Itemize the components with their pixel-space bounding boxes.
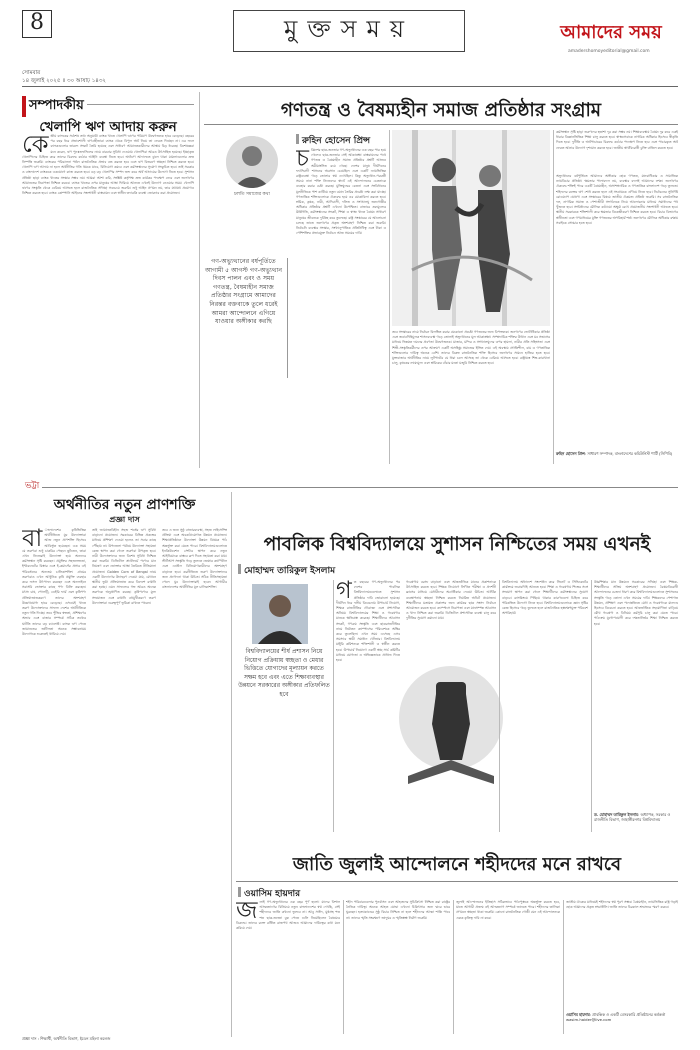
economy-column-2: তাই জামানতবিহীন সহজ শর্তের ঋণ সুবিধা বাড়ানো প্রয়োজন। সরকারের বিভিন্ন প্রকল্পের মাধ্যমে প্রশিক্ষণ দেওয়া হলেও তা সবার কাছে পৌঁছায় না। উপজেলা পর্যায়ে উদ্যোক্তা সহায়তা কেন্দ্র স্থাপন করা গেলে তরুণরা উপকৃত হবে। নারী উদ্যোক্তাদের জন্য বিশেষ সুবিধা নিশ্চিত করা জরুরি। ডিজিটাল প্ল্যাটফর্মে পণ্যের মান নিয়ন্ত্রণ এবং ভোক্তার আস্থা তৈরিতে নীতিমালা প্রয়োজন। Golden Corn of Bengal নামে একটি উদ্যোগের উদাহরণ দেওয়া যায়, যেখানে স্থানীয় ভুট্টা প্রক্রিয়াজাত করে বিদেশে রপ্তানি করা হচ্ছে। এমন সাফল্যের গল্প আরও অনেক তরুণকে অনুপ্রাণিত করছে। কৃষিপণ্যের মূল্য সংযোজন এবং রপ্তানি বহুমুখীকরণে তরুণ উদ্যোক্তারা গুরুত্বপূর্ণ ভূমিকা রাখতে পারেন। bbox=[92, 528, 156, 605]
column-divider bbox=[343, 900, 344, 1034]
economy-author: প্রজ্ঞা দাস bbox=[109, 514, 140, 524]
column-divider bbox=[453, 900, 454, 1034]
author-portrait-icon bbox=[252, 584, 308, 644]
day-label: সোমবার bbox=[22, 70, 41, 76]
governance-headline: পাবলিক বিশ্ববিদ্যালয়ে সুশাসন নিশ্চিতের সময় এখনই bbox=[263, 534, 651, 555]
economy-column-3: তবে এ জন্য সুষ্ঠু বাজারব্যবস্থা, সহজ লাইসেন্সিং প্রক্রিয়া এবং অবকাঠামোগত উন্নয়ন প্রয়োজন। শিক্ষাপ্রতিষ্ঠানে উদ্যোক্তা উন্নয়ন বিষয়ক পাঠ অন্তর্ভুক্ত করা যেতে পারে। বিশ্ববিদ্যালয়গুলোতে ইনকিউবেশন সেন্টার স্থাপন করে নতুন আইডিয়াকে বাস্তবে রূপ দিতে সহায়তা করা যায়। স্টার্টআপ সংস্কৃতি গড়ে তুলতে ভেঞ্চার ক্যাপিটাল এবং এঞ্জেল বিনিয়োগকারীদের অংশগ্রহণ বাড়াতে হবে। করনীতিতে তরুণ উদ্যোক্তাদের জন্য প্রণোদনা থাকা উচিত। সঠিক নীতিসহায়তা পেলে যুব উদ্যোক্তারাই হবেন আগামীর বাংলাদেশের অর্থনীতির মূল চালিকাশক্তি। bbox=[162, 528, 227, 590]
economy-column-1-text: ংলাদেশের কৃষিভিত্তিক অর্থনীতিতে যুব উদ্যোক্তারা আজ নতুন প্রাণশক্তি হিসেবে আবির্ভূত হয়েছেন। এক সময় যে তরুণরা শুধু চাকরির পেছনে ছুটতেন, তারা এখন নিজেরাই উদ্যোক্তা হয়ে অন্যদের কর্মসংস্থান সৃষ্টি করছেন। প্রযুক্তির সহজলভ্যতা, ইন্টারনেটের বিস্তার এবং ই-কমার্সের প্রসার এই পরিবর্তনের অন্যতম চালিকাশক্তি। গ্রামের তরুণরাও এখন আধুনিক কৃষি প্রযুক্তি ব্যবহার করে ফসল উৎপাদন করছেন এবং অনলাইনে সরাসরি ভোক্তার কাছে পণ্য বিক্রি করছেন। মৎস্য চাষ, পোলট্রি, ডেইরি ফার্ম এবং কৃষিপণ্য প্রক্রিয়াজাতকরণে তাদের অংশগ্রহণ উল্লেখযোগ্য হারে বেড়েছে। এসএমই খাতে তরুণ উদ্যোক্তাদের সাফল্য দেশের অর্থনীতিকে নতুন গতি দিচ্ছে। তবে পুঁজির স্বল্পতা, প্রশিক্ষণের অভাব এবং বাজার সম্পর্কে সঠিক তথ্যের ঘাটতি তাদের বড় চ্যালেঞ্জ। ব্যাংক ঋণ পেতে জামানতের জটিলতা অনেক সম্ভাবনাময় উদ্যোগকে শুরুতেই থামিয়ে দেয়। bbox=[22, 528, 86, 637]
column-divider bbox=[499, 580, 500, 832]
section-masthead bbox=[233, 10, 465, 52]
editorial-body bbox=[22, 134, 194, 468]
lead-column-1-text: ব্বিশের ছাত্র-জনতার গণ-অভ্যুত্থানের এক বছর পার হয়ে গেলেও ছাত্র-জনতার সেই আকাঙ্ক্ষা বাস্তবায়নের পথে গণতন্ত্র ও বৈষম্যহীন সমাজ প্রতিষ্ঠার প্রশ্নটি আজও অমীমাংসিত রয়ে গেছে। দেশের মানুষ দীর্ঘদিনের ফ্যাসিবাদী শাসনের অবসান চেয়েছিল এবং একটি ন্যায়ভিত্তিক রাষ্ট্রব্যবস্থা গড়ে তোলার স্বপ্ন দেখেছিল। কিন্তু অভ্যুত্থান-পরবর্তী সময়ে নানা শক্তি নিজেদের স্বার্থে এই আন্দোলনের চেতনাকে ব্যবহার করার চেষ্টা করছে। মুক্তিযুদ্ধের চেতনা এবং সংবিধানের মূলনীতিকে পাশ কাটিয়ে নতুন বয়ান তৈরির প্রচেষ্টা লক্ষ করা যাচ্ছে। গণতান্ত্রিক শক্তিগুলোকে ঐক্যবদ্ধ হয়ে এর মোকাবিলা করতে হবে। শ্রমিক, কৃষক, নারী, আদিবাসী, দলিত ও সংখ্যালঘু জনগোষ্ঠীর অধিকার প্রতিষ্ঠার প্রশ্নটি এখনো উপেক্ষিত। বাজারে দ্রব্যমূল্যের ঊর্ধ্বগতি, কর্মসংস্থানের সংকট, শিক্ষা ও স্বাস্থ্য খাতে বৈষম্য সাধারণ মানুষের জীবনকে দুর্বিষহ করে তুলেছে। রাষ্ট্র সংস্কারের যে আলোচনা চলছে তাতে জনগণের প্রকৃত অংশগ্রহণ নিশ্চিত করা জরুরি। নির্বাচনি ব্যবস্থার সংস্কার, সংখ্যানুপাতিক প্রতিনিধিত্ব এবং টাকা ও পেশিশক্তির প্রভাবমুক্ত নির্বাচন আজ সময়ের দাবি। bbox=[296, 148, 386, 236]
column-divider bbox=[591, 580, 592, 832]
header-divider bbox=[22, 86, 678, 87]
governance-column-1 bbox=[336, 580, 400, 832]
july-column-4: জাতীয় ঐক্যের মাধ্যমেই শহীদদের স্বপ্ন পূরণ সম্ভব। বৈষম্যহীন, ন্যায়ভিত্তিক রাষ্ট্র গড়াই হোক আমাদের প্রকৃত শ্রদ্ধাঞ্জলি। জাতি তাদের চিরকাল শ্রদ্ধাভরে স্মরণ করবে। bbox=[566, 900, 678, 910]
lead-bio-text: : সাধারণ সম্পাদক, বাংলাদেশের কমিউনিস্ট পার্টি (সিপিবি) bbox=[584, 451, 673, 456]
page-number: 8 bbox=[22, 10, 52, 38]
governance-bio-name: ড. মোহাম্মদ তারিকুল ইসলাম bbox=[594, 812, 638, 817]
governance-author: মোহাম্মদ তারিকুল ইসলাম bbox=[244, 566, 336, 576]
governance-column-1-text: ত বছরের গণ-অভ্যুত্থানের পর দেশের পাবলিক বিশ্ববিদ্যালয়গুলোতে সুশাসন প্রতিষ্ঠার দাবি জোরালো হয়েছে। দীর্ঘদিন ধরে দলীয় বিবেচনায় উপাচার্য নিয়োগ, শিক্ষক রাজনীতির দৌরাত্ম্য এবং প্রশাসনিক অনিয়ম বিশ্ববিদ্যালয়ের শিক্ষা ও গবেষণার মানকে ক্ষতিগ্রস্ত করেছে। শিক্ষার্থীদের আবাসন সংকট, গণরুম সংস্কৃতি এবং ছাত্ররাজনীতির নামে নির্যাতন ক্যাম্পাসের পরিবেশকে অস্থির করে তুলেছিল। এখন সময় এসেছে এসব সমস্যার স্থায়ী সমাধান খোঁজার। বিশ্ববিদ্যালয় মঞ্জুরি কমিশনকে শক্তিশালী ও স্বাধীন করতে হবে। উপাচার্য নিয়োগে একটি স্বচ্ছ সার্চ কমিটির মাধ্যমে যোগ্যতা ও অভিজ্ঞতাকে প্রাধান্য দিতে হবে। bbox=[336, 580, 400, 663]
editorial-text: ন্দ্রীয় ব্যাংকের সর্বশেষ তথ্য অনুযায়ী ব্যাংক খাতে খেলাপি ঋণের পরিমাণ উদ্বেগজনক হারে বেড়েছে। বছরের পর বছর ধরে প্রভাবশালী ঋণগ্রহীতারা ব্যাংক থেকে বিপুল অর্থ নিয়ে তা ফেরত দিচ্ছেন না। এর ফলে ব্যাংকগুলোর তারল্য সংকট তৈরি হয়েছে এবং সাধারণ আমানতকারীদের আস্থায় চিড় ধরেছে। বিশেষজ্ঞরা মনে করেন, ঋণ পুনঃতফসিলের নামে বারবার সুবিধা দেওয়ায় খেলাপিরা আরও উৎসাহিত হয়েছে। ইচ্ছাকৃত খেলাপিদের চিহ্নিত করে তাদের বিরুদ্ধে কঠোর আইনি ব্যবস্থা নিতে হবে। অর্থঋণ আদালতে ঝুলে থাকা মামলাগুলোর দ্রুত নিষ্পত্তি জরুরি। ব্যাংকের পরিচালনা পর্ষদে রাজনৈতিক প্রভাব বন্ধ করতে হবে এবং ঋণ বিতরণে স্বচ্ছতা নিশ্চিত করতে হবে। খেলাপি ঋণ আদায় না হলে অর্থনীতির গতি থমকে যাবে, বিনিয়োগ কমবে এবং কর্মসংস্থানের সুযোগ সংকুচিত হবে। তাই সরকার ও বাংলাদেশ ব্যাংককে একযোগে কাজ করতে হবে। বড় বড় খেলাপির সম্পদ জব্দ করে অর্থ আদায়ের উদ্যোগ নিতে হবে। সুশাসন প্রতিষ্ঠা ছাড়া ব্যাংক খাতের সংস্কার সম্ভব নয়। আমরা আশা করি, সংশ্লিষ্ট কর্তৃপক্ষ দ্রুত কার্যকর পদক্ষেপ নেবে এবং জনগণের আমানতের নিরাপত্তা নিশ্চিত করবে। ব্যাংক খাতের ওপর মানুষের আস্থা ফিরিয়ে আনতে এখনই উদ্যোগ নেওয়ার সময়। খেলাপি ঋণের সংস্কৃতি থেকে বেরিয়ে আসতে হলে রাজনৈতিক সদিচ্ছা সবচেয়ে জরুরি। শুধু আইন প্রণয়ন নয়, তার যথাযথ প্রয়োগও নিশ্চিত করতে হবে। ব্যাংক কোম্পানি আইনের সংশোধনী বাস্তবায়ন এবং স্বাধীন তদারকি ব্যবস্থা জোরদার করা প্রয়োজন। bbox=[22, 134, 194, 196]
author-marker bbox=[296, 134, 299, 144]
lead-pull-quote: গণ-অভ্যুত্থানের বর্ষপূর্তিতে আগামী ৫ আগস্ট গণ-অভ্যুত্থান দিবস পালন এবং ও সময় গণতন্ত্র, বৈষম্যহীন সমাজ প্রতিষ্ঠার সংগ্রামে আমাদের নিরন্তর বক্তব্যকে তুলে ধরেই আমরা আন্দোলনে এগিয়ে যাওয়ার অঙ্গীকার করছি bbox=[204, 258, 288, 378]
lead-author-photo bbox=[226, 136, 278, 188]
governance-bio-text: : অধ্যাপক, সরকার ও রাজনীতি বিভাগ, জাহাঙ্গীরনগর বিশ্ববিদ্যালয় bbox=[594, 812, 671, 823]
section-title: মুক্তসময় bbox=[284, 15, 414, 43]
economy-dropcap: বা bbox=[22, 528, 43, 552]
july-column-1 bbox=[236, 900, 340, 1034]
economy-kicker: ভট্টা bbox=[22, 479, 42, 493]
lead-dropcap: চ bbox=[296, 148, 309, 172]
photo-caption: চলতি সমাজের কথা bbox=[234, 192, 270, 197]
governance-column-3: বিশ্ববিদ্যালয় অধ্যাদেশ সংশোধন করে সিনেট ও সিন্ডিকেটের কার্যক্রমে জবাবদিহি আনতে হবে। শিক্ষা ও গবেষণায় শিল্পের সঙ্গে সংযোগ স্থাপন করা গেলে শিক্ষার্থীদের কর্মসংস্থানের সুযোগ বাড়বে। র‍্যাংকিংয়ে পিছিয়ে থাকার কারণগুলো চিহ্নিত করে পরিকল্পিত উদ্যোগ নিতে হবে। বিশ্ববিদ্যালয়গুলোকে জ্ঞান সৃষ্টির কেন্দ্র হিসেবে গড়ে তুলতে হলে রাজনৈতিক হস্তক্ষেপমুক্ত পরিবেশ অপরিহার্য। bbox=[502, 580, 588, 616]
july-column-2: শহীদ পরিবারগুলোর পুনর্বাসন এবং আহতদের সুচিকিৎসা নিশ্চিত করা রাষ্ট্রের নৈতিক দায়িত্ব। অনেক আহত যোদ্ধা এখনো চিকিৎসার জন্য দ্বারে দ্বারে ঘুরছেন। হত্যাকাণ্ডের সুষ্ঠু বিচার নিশ্চিত না হলে শহীদদের আত্মা শান্তি পাবে না। তাদের স্মৃতি সংরক্ষণে জাদুঘর ও স্মৃতিস্তম্ভ নির্মাণ জরুরি। bbox=[346, 900, 450, 920]
brand-email: amadershomoyeditorial@gmail.com bbox=[568, 49, 650, 54]
governance-pull-quote: বিশ্ববিদ্যালয়ের শীর্ষ প্রশাসন নিয়ে নিয়োগ প্রক্রিয়ায় স্বচ্ছতা ও মেধার ভিত্তিতে যোগ্যদের মূল্যায়ন করতে সক্ষম হবে এবং এতে শিক্ষাব্যবস্থার উন্নয়নে সরকারের অঙ্গীকার প্রতিফলিত হবে bbox=[238, 648, 330, 698]
economy-column-1 bbox=[22, 528, 86, 1033]
july-author-bio bbox=[566, 1012, 678, 1022]
july-dropcap: জ bbox=[236, 900, 258, 924]
governance-dropcap: গ bbox=[336, 580, 352, 604]
brand-wordmark: আমাদের সময় bbox=[560, 22, 662, 43]
column-divider bbox=[333, 580, 334, 832]
editorial-title: খেলাপি ঋণ আদায় করুন bbox=[39, 119, 177, 135]
july-bio-text: : প্রাবন্ধিক ও একটি বেসরকারি প্রতিষ্ঠানের কর্মকর্তা bbox=[589, 1012, 666, 1017]
lead-column-4: অভ্যুত্থানের বর্ষপূর্তিতে আমাদের অঙ্গীকার হোক গণতন্ত্র, মানবাধিকার ও সামাজিক ন্যায়বিচার প্রতিষ্ঠা। ক্ষমতার পালাবদল নয়, ব্যবস্থার বদলই আমাদের লক্ষ্য। জনগণের ঐক্যবদ্ধ শক্তিই পারে একটি বৈষম্যহীন, অসাম্প্রদায়িক ও গণতান্ত্রিক বাংলাদেশ গড়ে তুলতে। শহিদদের রক্তের ঋণ শোধ করতে হলে এই সংগ্রামকে এগিয়ে নিতে হবে। নির্বাচনের সুনির্দিষ্ট রোডম্যাপ ঘোষণা এবং সংস্কারের বিষয়ে জাতীয় ঐকমত্য প্রতিষ্ঠা জরুরি। সব রাজনৈতিক দল, নাগরিক সমাজ ও পেশাজীবী সংগঠনকে নিয়ে আলোচনার মাধ্যমে সমাধানের পথ খুঁজতে হবে। সংবিধানের মৌলিক কাঠামো অক্ষুণ্ণ রেখে প্রয়োজনীয় সংশোধনী আনতে হবে। স্থানীয় সরকারকে শক্তিশালী করে ক্ষমতার বিকেন্দ্রীকরণ নিশ্চিত করতে হবে। বিচার বিভাগের স্বাধীনতা এবং গণমাধ্যমের মুক্তি গণতন্ত্রের অপরিহার্য শর্ত। জনগণের মৌলিক অধিকার রক্ষায় সবাইকে সোচ্চার হতে হবে। bbox=[556, 174, 678, 225]
lead-headline: গণতন্ত্র ও বৈষম্যহীন সমাজ প্রতিষ্ঠার সংগ্রাম bbox=[280, 100, 602, 121]
column-divider bbox=[231, 492, 232, 1037]
lead-author: রুহিন হোসেন প্রিন্স bbox=[302, 136, 371, 146]
economy-headline: অর্থনীতির নতুন প্রাণশক্তি bbox=[53, 497, 196, 513]
column-divider bbox=[563, 900, 564, 1034]
lead-column-2: তবে সংস্কারের নামে নির্বাচন বিলম্বিত করার যেকোনো প্রচেষ্টা গণতন্ত্রের জন্য বিপজ্জনক। জনগণের ভোটাধিকার প্রতিষ্ঠা এবং জবাবদিহিমূলক শাসনব্যবস্থা গড়ে তোলাই অভ্যুত্থানের মূল আকাঙ্ক্ষা। সাম্প্রদায়িক শক্তির উত্থান এবং মব সন্ত্রাসের মাধ্যমে ভিন্নমত দমনের প্রবণতা উদ্বেগজনক। মাজার, মন্দির ও সংখ্যালঘুদের ওপর হামলা, নারীর প্রতি সহিংসতা এবং শিল্পী-সংস্কৃতিকর্মীদের ওপর আক্রমণ একটি অসহিষ্ণু সমাজের ইঙ্গিত দেয়। এই অবস্থায় প্রগতিশীল, বাম ও গণতান্ত্রিক শক্তিগুলোর দায়িত্ব অনেক বেশি। তাদের বিকল্প রাজনৈতিক শক্তি হিসেবে জনগণের সামনে হাজির হতে হবে। মুক্তবাজার অর্থনীতির নামে লুটপাটের যে ধারা চলে আসছে তা থেকে বেরিয়ে আসতে হবে। রাষ্ট্রায়ত্ত শিল্প-কারখানা চালু, কৃষকের ন্যায্যমূল্য এবং শ্রমিকের বাঁচার মতো মজুরি নিশ্চিত করতে হবে। bbox=[392, 330, 550, 366]
author-marker bbox=[238, 564, 241, 574]
lead-author-bio bbox=[556, 451, 678, 456]
date-label: ১৪ জুলাই ২০২৫ ॥ ৩০ আষাঢ় ১৪৩২ bbox=[22, 78, 106, 84]
july-column-3: জুলাই আন্দোলনের ইতিহাস সঠিকভাবে পাঠ্যপুস্তকে অন্তর্ভুক্ত করতে হবে, যাতে আগামী প্রজন্ম এই আত্মত্যাগ সম্পর্কে জানতে পারে। শহীদদের তালিকা প্রণয়নে স্বচ্ছতা থাকা জরুরি। কোনো রাজনৈতিক গোষ্ঠী যেন এই আন্দোলনকে একক কৃতিত্ব দাবি না করে। bbox=[456, 900, 560, 920]
lead-column-1 bbox=[296, 148, 386, 482]
governance-column-4: উচ্চশিক্ষার মান উন্নয়নে সরকারের সদিচ্ছা এবং শিক্ষক-শিক্ষার্থীদের সক্রিয় অংশগ্রহণ প্রয়োজন। বৈষম্যবিরোধী আন্দোলনের চেতনা ধারণ করে বিশ্ববিদ্যালয়গুলোতে সুশাসনের সংস্কৃতি গড়ে তোলা এখন সময়ের দাবি। শিক্ষকদের পেশাগত উন্নয়ন, প্রশিক্ষণ এবং পদোন্নতিতে মেধা ও গবেষণাকে মানদণ্ড হিসেবে বিবেচনা করতে হবে। আন্তর্জাতিক সহযোগিতা বাড়িয়ে যৌথ গবেষণা ও বিনিময় কর্মসূচি চালু করা যেতে পারে। পাঠ্যক্রম যুগোপযোগী করে দক্ষতানির্ভর শিক্ষা নিশ্চিত করতে হবে। bbox=[594, 580, 678, 626]
governance-column-2: গবেষণায় বরাদ্দ বাড়ানো এবং আন্তর্জাতিক মানের প্রকাশনাকে উৎসাহিত করতে হবে। শিক্ষক নিয়োগে লিখিত পরীক্ষা ও প্রদর্শনী ক্লাসের মাধ্যমে মেধাবীদের অগ্রাধিকার দেওয়া উচিত। আর্থিক ব্যবস্থাপনায় স্বচ্ছতা নিশ্চিত করতে নিয়মিত অডিট প্রয়োজন। শিক্ষার্থীদের মতামত প্রকাশের জন্য কার্যকর ছাত্র সংসদ নির্বাচন আয়োজন করতে হবে। ক্যাম্পাসে নিরাপত্তা এবং মানসম্পন্ন আবাসন ও খাদ্য নিশ্চিত করা জরুরি। ডিজিটাল প্রশাসনিক ব্যবস্থা চালু করে দুর্নীতির সুযোগ কমানো যায়। bbox=[406, 580, 496, 621]
july-headline: জাতি জুলাই আন্দোলনে শহীদদের মনে রাখবে bbox=[292, 854, 622, 875]
column-divider bbox=[389, 130, 390, 464]
section-rule bbox=[22, 487, 678, 488]
economy-author-bio: প্রজ্ঞা দাস : শিক্ষার্থী, অর্থনীতি বিভাগ, ইডেন মহিলা কলেজ bbox=[22, 1036, 111, 1041]
governance-illustration bbox=[392, 660, 510, 792]
july-author: ওয়াসিম হায়দার bbox=[244, 889, 301, 899]
lead-column-3: কর্মসংস্থান সৃষ্টি ছাড়া তরুণদের হতাশা দূর করা সম্ভব নয়। শিক্ষাব্যবস্থায় বৈষম্য দূর করে একই ধারার বিজ্ঞানভিত্তিক শিক্ষা চালু করতে হবে। স্বাস্থ্যসেবাকে নাগরিক অধিকার হিসেবে স্বীকৃতি দিতে হবে। দুর্নীতি ও অর্থপাচারের বিরুদ্ধে কঠোর পদক্ষেপ নিতে হবে এবং পাচারকৃত অর্থ ফেরত আনার উদ্যোগ দৃশ্যমান করতে হবে। জাতীয় স্বার্থবিরোধী চুক্তি বাতিল করতে হবে। bbox=[556, 130, 678, 150]
column-divider bbox=[553, 130, 554, 464]
editorial-dropcap: কে bbox=[22, 134, 49, 158]
july-bio-name: ওয়াসিম হায়দার bbox=[566, 1012, 590, 1017]
protest-illustration-icon bbox=[392, 130, 550, 326]
brand-logo bbox=[544, 16, 678, 46]
lead-bio-name: রুহিন হোসেন প্রিন্স bbox=[556, 451, 585, 456]
july-rule bbox=[236, 881, 678, 882]
editorial-label: সম্পাদকীয় bbox=[22, 96, 87, 117]
author-marker bbox=[238, 887, 241, 897]
july-column-1-text: লাই গণ-অভ্যুত্থানের এক বছর পূর্ণ হলো। যাদের বিশাল আত্মত্যাগের বিনিময়ে নতুন বাংলাদেশের স্বপ্ন দেখছি, সেই শহীদদের জাতি কখনো ভুলবে না। আবু সাঈদ, মুগ্ধসহ শত শত ছাত্র-জনতা বুক পেতে গুলি নিয়েছিলেন বৈষম্যের বিরুদ্ধে। তাদের রক্তে রঞ্জিত রাজপথ আজও আমাদের দায়িত্বের কথা মনে করিয়ে দেয়। bbox=[236, 900, 340, 931]
author-portrait-icon bbox=[226, 136, 278, 188]
july-bio-email: wasim.haider@live.com bbox=[566, 1017, 612, 1023]
governance-author-bio bbox=[594, 812, 678, 822]
lead-rule bbox=[204, 124, 678, 125]
raised-fist-icon bbox=[392, 660, 510, 792]
column-divider bbox=[199, 92, 200, 468]
governance-author-photo bbox=[252, 584, 308, 644]
lead-illustration bbox=[392, 130, 550, 326]
